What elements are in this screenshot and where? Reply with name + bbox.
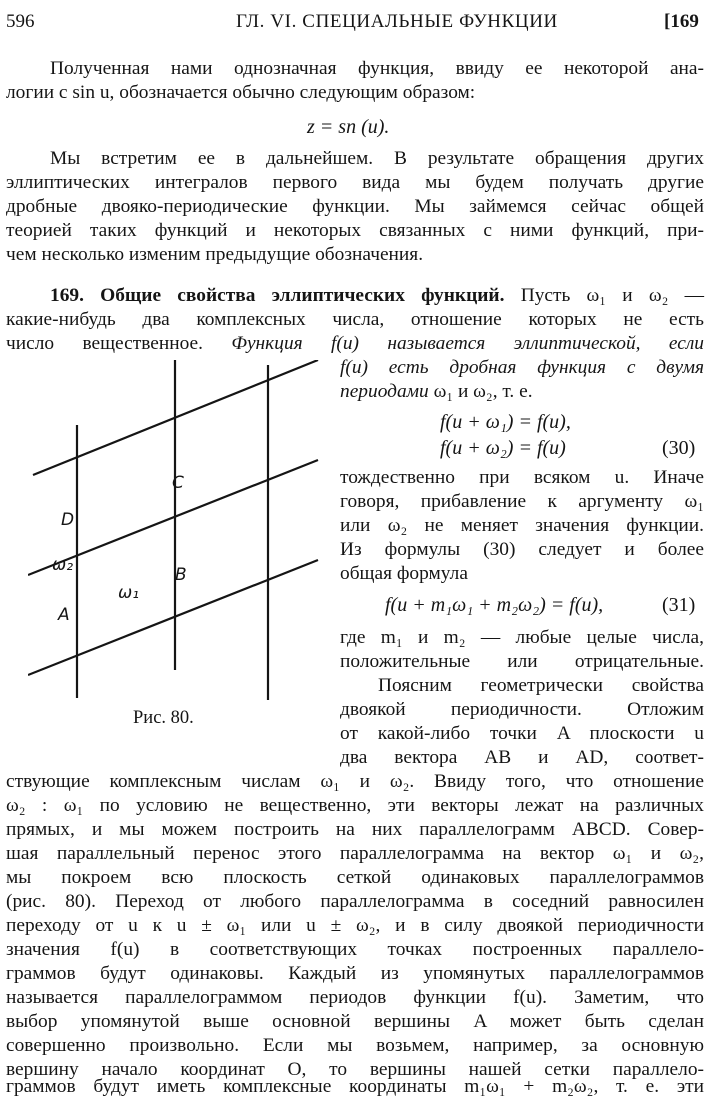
para2-line-2: эллиптических интегралов первого вида мы будем получать другие (6, 172, 704, 193)
vertex-label-a: A (58, 605, 70, 625)
right-col-line-3: или ω₂ не меняет значения функции. (340, 515, 704, 536)
para2-line-5: чем несколько изменим предыдущие обозначения. (6, 244, 424, 265)
para3-line-5: мы покроем всю плоскость сеткой одинаковых параллелограммов (6, 867, 704, 888)
para3-line-14: граммов будут иметь комплексные координаты m₁ω₁ + m₂ω₂, т. е. эти (6, 1076, 704, 1097)
right-col-line-1: тождественно при всяком u. Иначе (340, 467, 704, 488)
equation-30-number: (30) (662, 437, 696, 459)
page-number: 596 (6, 11, 35, 32)
equation-30a: f(u + ω₁) = f(u), (440, 411, 571, 433)
vertex-label-b: B (175, 565, 187, 585)
section-169-line-1: 169. Общие свойства эллиптических функций. Пусть ω₁ и ω₂ — (50, 285, 705, 306)
para3-line-8: значения f(u) в соответствующих точках построенных параллело- (6, 939, 704, 960)
section-169-line-2: какие-нибудь два комплексных числа, отношение которых не есть (6, 309, 704, 330)
section-169-line-4: f(u) есть дробная функция с двумя (340, 357, 704, 378)
section-reference: [169 (664, 11, 699, 32)
equation-31: f(u + m₁ω₁ + m₂ω₂) = f(u), (385, 594, 604, 616)
right-col-line-4: Из формулы (30) следует и более (340, 539, 704, 560)
equation-30b: f(u + ω₂) = f(u) (440, 437, 566, 459)
right-col-line-9: двоякой периодичности. Отложим (340, 699, 704, 720)
right-col-line-7: положительные или отрицательные. (340, 651, 704, 672)
para3-line-11: выбор упомянутой выше основной вершины A может быть сделан (6, 1011, 704, 1032)
vertex-label-d: D (61, 510, 75, 530)
para3-line-13: вершину начало координат O, то вершины нашей сетки параллело- (6, 1059, 704, 1080)
vector-label-omega2: ω₂ (52, 555, 74, 575)
vertex-label-c: C (172, 473, 184, 493)
grid-line-slanted-3 (28, 560, 318, 675)
para1-line-2: логии с sin u, обозначается обычно следующим образом: (6, 82, 476, 103)
para2-line-4: теорией таких функций и некоторых связанных с ними функций, при- (6, 220, 704, 241)
para3-line-1: ствующие комплексным числам ω₁ и ω₂. Ввиду того, что отношение (6, 771, 704, 792)
equation-31-number: (31) (662, 594, 696, 616)
para3-line-9: граммов будут одинаковы. Каждый из упомянутых параллелограммов (6, 963, 704, 984)
right-col-line-11: два вектора AB и AD, соответ- (340, 747, 704, 768)
running-title: ГЛ. VI. СПЕЦИАЛЬНЫЕ ФУНКЦИИ (236, 11, 558, 32)
para3-line-7: переходу от u к u ± ω₁ или u ± ω₂, и в силу двоякой периодичности (6, 915, 704, 936)
right-col-line-10: от какой-либо точки A плоскости u (340, 723, 704, 744)
para3-line-4: шая параллельный перенос этого параллелограмма на вектор ω₁ и ω₂, (6, 843, 704, 864)
para2-line-3: дробные двояко-периодические функции. Мы займемся сейчас общей (6, 196, 704, 217)
para2-line-1: Мы встретим ее в дальнейшем. В результате обращения других (50, 148, 704, 169)
para3-line-3: прямых, и мы можем построить на них параллелограмм ABCD. Совер- (6, 819, 704, 840)
right-col-line-5: общая формула (340, 563, 468, 584)
vector-label-omega1: ω₁ (118, 583, 140, 603)
figure-caption: Рис. 80. (133, 708, 194, 728)
right-col-line-6: где m₁ и m₂ — любые целые числа, (340, 627, 704, 648)
formula-sn: z = sn (u). (307, 116, 390, 138)
para1-line-1: Полученная нами однозначная функция, ввиду ее некоторой ана- (50, 58, 704, 79)
para3-line-10: называется параллелограммом периодов функции f(u). Заметим, что (6, 987, 704, 1008)
right-col-line-8: Поясним геометрически свойства (378, 675, 704, 696)
para3-line-12: совершенно произвольно. Если мы возьмем, например, за основную (6, 1035, 704, 1056)
section-169-line-3: число вещественное. Функция f(u) называется эллиптической, если (6, 333, 704, 354)
para3-line-2: ω₂ : ω₁ по условию не вещественно, эти векторы лежат на различных (6, 795, 704, 816)
figure-80-parallelogram-grid (28, 360, 328, 700)
section-169-line-5: периодами ω₁ и ω₂, т. е. (340, 381, 533, 402)
section-169-title: 169. Общие свойства эллиптических функций. (50, 285, 505, 306)
para3-line-6: (рис. 80). Переход от любого параллелограмма в соседний равносилен (6, 891, 704, 912)
right-col-line-2: говоря, прибавление к аргументу ω₁ (340, 491, 704, 512)
